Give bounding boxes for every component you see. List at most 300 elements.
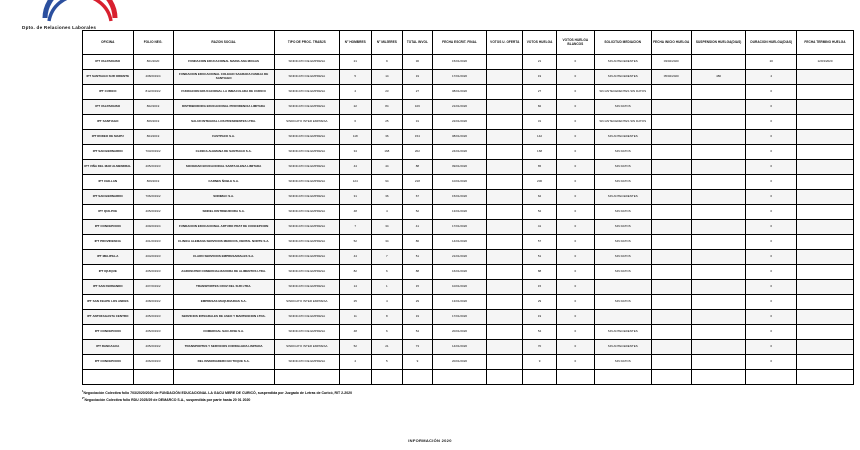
- table-cell: 54: [523, 325, 557, 340]
- table-cell: 51: [403, 250, 432, 265]
- table-cell: [797, 340, 854, 355]
- table-cell: 0: [746, 190, 797, 205]
- table-cell: 13/01/2020: [432, 205, 487, 220]
- table-cell: IPT QUILPUE: [83, 205, 134, 220]
- footnote-1-text: Negociación Colectiva folio 703/2020/2020 de FUNDACIÓN EDUCACIONAL LA GACU MERE DE CURICÓ, suspendida por Juzgado de Letras de Curicó, RIT 2-2020: [83, 391, 353, 396]
- table-row: [83, 310, 854, 325]
- table-cell: [487, 145, 523, 160]
- table-cell: [797, 175, 854, 190]
- column-header: OFICINA: [83, 31, 134, 55]
- negotiations-table: [82, 30, 854, 385]
- table-cell: 62: [523, 190, 557, 205]
- table-cell: 82: [339, 265, 371, 280]
- table-cell: [691, 190, 746, 205]
- table-cell: [403, 370, 432, 385]
- table-cell: 0: [746, 325, 797, 340]
- table-cell: SERVICIOS INTEGRALES DE ASEO Y MANTENCION LTDA.: [173, 310, 274, 325]
- table-cell: 17/01/2020: [432, 70, 487, 85]
- table-cell: [487, 280, 523, 295]
- table-cell: [487, 70, 523, 85]
- table-cell: 31: [403, 115, 432, 130]
- table-cell: [797, 370, 854, 385]
- table-cell: 0: [556, 280, 594, 295]
- table-cell: 0: [556, 250, 594, 265]
- table-cell: IPT RANCAGUA: [83, 340, 134, 355]
- table-cell: 10/01/2020: [432, 175, 487, 190]
- table-cell: 0: [746, 220, 797, 235]
- table-cell: 480: [691, 70, 746, 85]
- table-cell: [487, 250, 523, 265]
- column-header: TOTAL INVOL: [403, 31, 432, 55]
- table-cell: [487, 115, 523, 130]
- table-cell: [797, 70, 854, 85]
- logo-arc-icon: [35, 0, 125, 24]
- table-cell: SIN DATOS: [594, 250, 651, 265]
- column-header: FECHA INICIO HUELGA: [651, 31, 691, 55]
- table-cell: 21: [339, 55, 371, 70]
- table-cell: 82: [523, 100, 557, 115]
- table-cell: SINDICATO DE EMPRESA: [274, 250, 339, 265]
- table-cell: 409/2019/4: [133, 220, 173, 235]
- table-cell: 73: [403, 340, 432, 355]
- table-cell: 0: [556, 355, 594, 370]
- table-cell: TRANSPORTES CRUZ DEL SUR LTDA.: [173, 280, 274, 295]
- table-cell: EMPRESAS MAQUINARIAS S.A.: [173, 295, 274, 310]
- table-cell: 67: [403, 190, 432, 205]
- table-cell: SINDICATO INTER EMPRESA: [274, 115, 339, 130]
- table-cell: 94: [371, 175, 403, 190]
- table-cell: [651, 85, 691, 100]
- table-row: [83, 145, 854, 160]
- table-cell: [487, 100, 523, 115]
- table-cell: SINDICATO DE EMPRESA: [274, 85, 339, 100]
- table-cell: 48: [339, 205, 371, 220]
- table-cell: 21/01/2020: [432, 100, 487, 115]
- table-cell: 4: [371, 205, 403, 220]
- table-cell: 22/01/2020: [432, 115, 487, 130]
- table-cell: [797, 280, 854, 295]
- table-cell: [691, 355, 746, 370]
- table-cell: 806/2019: [133, 115, 173, 130]
- table-cell: [651, 145, 691, 160]
- table-cell: 809/2019: [133, 175, 173, 190]
- table-cell: [797, 160, 854, 175]
- table-cell: 812/2019/2: [133, 85, 173, 100]
- table-cell: 09/01/2020: [432, 160, 487, 175]
- table-cell: 0: [746, 235, 797, 250]
- table-cell: CLINICA ALEMANA DE SANTIAGO S.A.: [173, 145, 274, 160]
- table-cell: 15/01/2020: [432, 55, 487, 70]
- table-cell: [691, 340, 746, 355]
- table-cell: 10/01/2020: [432, 280, 487, 295]
- table-cell: 27: [403, 85, 432, 100]
- table-cell: SIN DATOS: [594, 205, 651, 220]
- table-cell: 106: [403, 100, 432, 115]
- table-cell: 29: [403, 295, 432, 310]
- table-cell: 30: [403, 55, 432, 70]
- table-cell: 25: [371, 115, 403, 130]
- table-cell: IPT CHILLAN: [83, 175, 134, 190]
- table-cell: [797, 145, 854, 160]
- table-head: [83, 31, 854, 55]
- table-cell: [487, 340, 523, 355]
- table-cell: [487, 190, 523, 205]
- table-cell: 51: [523, 250, 557, 265]
- table-cell: 0: [556, 325, 594, 340]
- table-row: [83, 100, 854, 115]
- table-cell: [691, 235, 746, 250]
- table-cell: FUNDACION EDUCACIONAL MARIA ANA MOGAS: [173, 55, 274, 70]
- table-cell: [691, 85, 746, 100]
- table-cell: [691, 160, 746, 175]
- table-cell: SINDICATO DE EMPRESA: [274, 175, 339, 190]
- table-cell: SODIMAC S.A.: [173, 190, 274, 205]
- table-cell: IPT CONCEPCION: [83, 355, 134, 370]
- table-cell: 20/01/2020: [432, 355, 487, 370]
- table-cell: IPT VALPARAISO: [83, 55, 134, 70]
- table-cell: [432, 370, 487, 385]
- table-row: [83, 280, 854, 295]
- table-cell: 19: [403, 310, 432, 325]
- table-cell: 12/03/2020: [797, 55, 854, 70]
- table-cell: 9: [371, 55, 403, 70]
- table-cell: 52: [339, 340, 371, 355]
- table-cell: 5: [339, 70, 371, 85]
- table-cell: 405/2019/3: [133, 325, 173, 340]
- table-cell: 0: [556, 55, 594, 70]
- table-cell: SINDICATO DE EMPRESA: [274, 145, 339, 160]
- column-header: RAZON SOCIAL: [173, 31, 274, 55]
- table-cell: CLARO SERVICIOS EMPRESARIALES S.A.: [173, 250, 274, 265]
- table-cell: [651, 370, 691, 385]
- table-cell: AGROSUPER COMERCIALIZADORA DE ALIMENTOS LTDA.: [173, 265, 274, 280]
- table-cell: 19: [523, 310, 557, 325]
- table-cell: [797, 355, 854, 370]
- table-cell: [487, 175, 523, 190]
- table-cell: [797, 85, 854, 100]
- table-cell: 0: [746, 310, 797, 325]
- table-cell: 5: [371, 355, 403, 370]
- table-cell: SINDICATO DE EMPRESA: [274, 280, 339, 295]
- table-cell: SIN ANTECEDENTES: [594, 325, 651, 340]
- table-cell: SINDICATO DE EMPRESA: [274, 130, 339, 145]
- table-cell: [487, 355, 523, 370]
- table-cell: [487, 370, 523, 385]
- table-cell: [797, 250, 854, 265]
- table-cell: 13/01/2020: [432, 295, 487, 310]
- table-cell: [691, 370, 746, 385]
- table-cell: 405/2019/2: [133, 340, 173, 355]
- table-cell: 14: [371, 70, 403, 85]
- table-cell: 15: [403, 280, 432, 295]
- table-cell: 0: [746, 100, 797, 115]
- table-cell: 52: [523, 205, 557, 220]
- table-cell: FASTPACK S.A.: [173, 130, 274, 145]
- table-cell: SINDICATO DE EMPRESA: [274, 55, 339, 70]
- table-cell: [797, 190, 854, 205]
- table-cell: [651, 280, 691, 295]
- table-cell: [797, 310, 854, 325]
- table-cell: [691, 265, 746, 280]
- column-header: SUSPENSION HUELGA(DIAS): [691, 31, 746, 55]
- table-cell: 168: [371, 145, 403, 160]
- table-cell: 20/01/2020: [432, 325, 487, 340]
- table-cell: 0: [556, 265, 594, 280]
- table-cell: SIN ANTECEDENTES: [594, 70, 651, 85]
- table-cell: [487, 55, 523, 70]
- table-cell: 17/01/2020: [432, 220, 487, 235]
- table-cell: 0: [556, 175, 594, 190]
- column-header: N° HOMBRES: [339, 31, 371, 55]
- table-cell: 142: [523, 130, 557, 145]
- table-cell: 405/2019/3: [133, 265, 173, 280]
- table-cell: 8: [371, 310, 403, 325]
- table-cell: [691, 205, 746, 220]
- table-cell: IPT SAN FERNANDO: [83, 280, 134, 295]
- table-cell: CARNES ÑUBLE S.A.: [173, 175, 274, 190]
- table-cell: SINDICATO DE EMPRESA: [274, 355, 339, 370]
- table-cell: SINDICATO DE EMPRESA: [274, 160, 339, 175]
- table-cell: IPT CONCEPCION: [83, 325, 134, 340]
- table-cell: [594, 280, 651, 295]
- table-cell: 0: [556, 205, 594, 220]
- table-cell: [523, 370, 557, 385]
- table-cell: 0: [746, 295, 797, 310]
- table-cell: [651, 295, 691, 310]
- column-header: FOLIO NEG.: [133, 31, 173, 55]
- column-header: VOTOS HUELGA BLANCOS: [556, 31, 594, 55]
- table-row: [83, 85, 854, 100]
- table-cell: FUNDACION EDUCACIONAL LA INMACULADA DE CURICO: [173, 85, 274, 100]
- table-cell: 154: [403, 130, 432, 145]
- table-cell: 0: [746, 205, 797, 220]
- table-cell: [691, 280, 746, 295]
- table-cell: 19: [523, 70, 557, 85]
- table-cell: 52: [403, 205, 432, 220]
- table-cell: IPT RODEO DE MAIPU: [83, 130, 134, 145]
- table-row: [83, 175, 854, 190]
- table-cell: IPT SAN BERNARDO: [83, 190, 134, 205]
- table-row: [83, 190, 854, 205]
- table-cell: 408/2019/4: [133, 70, 173, 85]
- table-cell: 19: [403, 70, 432, 85]
- table-cell: [651, 190, 691, 205]
- table-cell: 20: [746, 55, 797, 70]
- table-cell: 6: [339, 115, 371, 130]
- table-cell: IPT PROVIDENCIA: [83, 235, 134, 250]
- table-cell: 0: [746, 250, 797, 265]
- table-cell: 801/2020: [133, 55, 173, 70]
- table-cell: 0: [556, 100, 594, 115]
- table-cell: 34: [339, 145, 371, 160]
- table-row: [83, 235, 854, 250]
- table-cell: SINDICATO DE EMPRESA: [274, 235, 339, 250]
- table-cell: [274, 370, 339, 385]
- table-row: [83, 115, 854, 130]
- table-cell: 34: [371, 235, 403, 250]
- table-cell: 0: [746, 265, 797, 280]
- column-header: TIPO DE PROC. TRABJS: [274, 31, 339, 55]
- footnote-1: [82, 390, 854, 397]
- footnote-2: [82, 397, 854, 404]
- table-row: [83, 250, 854, 265]
- table-cell: SIN DATOS: [594, 160, 651, 175]
- table-cell: 0: [556, 310, 594, 325]
- table-row: [83, 295, 854, 310]
- table-cell: [556, 370, 594, 385]
- table-row: [83, 265, 854, 280]
- table-cell: IPT ANTOFAGASTA CENTRO: [83, 310, 134, 325]
- table-row: [83, 355, 854, 370]
- table-cell: [797, 265, 854, 280]
- table-cell: SINDICATO DE EMPRESA: [274, 205, 339, 220]
- table-cell: 21/01/2020: [432, 250, 487, 265]
- table-cell: 703/2019/2: [133, 145, 173, 160]
- footnotes: [82, 390, 854, 404]
- table-cell: 401/2019/3: [133, 235, 173, 250]
- table-cell: SIN ANTECEDENTES: [594, 130, 651, 145]
- table-cell: [487, 325, 523, 340]
- table-cell: 24/01/2020: [432, 145, 487, 160]
- table-cell: 17/01/2020: [432, 310, 487, 325]
- table-cell: 86: [403, 235, 432, 250]
- column-header: VOTOS U. OFERTA: [487, 31, 523, 55]
- table-cell: [691, 115, 746, 130]
- table-cell: IPT IQUIQUE: [83, 265, 134, 280]
- table-cell: [594, 370, 651, 385]
- page-footer: INFORMACIÓN 2020: [408, 438, 452, 443]
- table-cell: 802/2019: [133, 100, 173, 115]
- table-cell: 0: [556, 160, 594, 175]
- table-cell: 0: [746, 115, 797, 130]
- table-cell: [594, 310, 651, 325]
- column-header: SOLICITUD MEDIACION: [594, 31, 651, 55]
- report-table-container: [82, 30, 854, 385]
- table-cell: [691, 55, 746, 70]
- table-cell: [651, 325, 691, 340]
- table-cell: [691, 100, 746, 115]
- table-cell: 21: [523, 55, 557, 70]
- table-cell: SINDEL DISTRIBUIDORA S.A.: [173, 205, 274, 220]
- table-cell: 6: [371, 265, 403, 280]
- table-spacer-row: [83, 370, 854, 385]
- table-cell: SIN DATOS: [594, 145, 651, 160]
- table-cell: IPT CURICO: [83, 85, 134, 100]
- table-cell: SIN ANTECEDENTES SIN DATOS: [594, 115, 651, 130]
- table-cell: 65: [523, 160, 557, 175]
- table-cell: 27: [523, 85, 557, 100]
- table-cell: 0: [746, 355, 797, 370]
- table-cell: SIN DATOS: [594, 355, 651, 370]
- table-cell: [487, 130, 523, 145]
- table-cell: FUNDACION EDUCACIONAL COLEGIO SAGRADA FAMILIA DE SANTIAGO: [173, 70, 274, 85]
- table-cell: [651, 235, 691, 250]
- table-cell: [651, 130, 691, 145]
- document-header: [0, 0, 860, 30]
- table-cell: 0: [556, 145, 594, 160]
- table-cell: [691, 130, 746, 145]
- table-cell: 25: [339, 295, 371, 310]
- table-cell: DISTRIBUIDORA EDUCACIONAL PROVIDENCIA LIMITADA: [173, 100, 274, 115]
- table-cell: 0: [556, 340, 594, 355]
- table-cell: SINDICATO DE EMPRESA: [274, 70, 339, 85]
- table-cell: 4: [339, 355, 371, 370]
- table-cell: [797, 235, 854, 250]
- table-cell: FUNDACION EDUCACIONAL ARTURO PRAT DE CONCEPCION: [173, 220, 274, 235]
- table-cell: 9: [523, 355, 557, 370]
- footnote-1-marker: 1: [82, 390, 84, 393]
- table-cell: [651, 115, 691, 130]
- table-cell: SINDICATO DE EMPRESA: [274, 100, 339, 115]
- table-cell: 0: [746, 160, 797, 175]
- table-cell: [487, 220, 523, 235]
- table-cell: 54: [403, 325, 432, 340]
- table-cell: 44: [339, 250, 371, 265]
- department-label: Dpto. de Relaciones Laborales: [22, 25, 97, 30]
- table-cell: 0: [556, 190, 594, 205]
- table-cell: 14: [339, 280, 371, 295]
- table-cell: 15: [523, 280, 557, 295]
- table-cell: [797, 130, 854, 145]
- table-cell: 36: [371, 130, 403, 145]
- table-cell: DEL INVERNADERO EN TOQUE S.A.: [173, 355, 274, 370]
- table-cell: 15/01/2020: [432, 190, 487, 205]
- column-header: N° MUJERES: [371, 31, 403, 55]
- table-cell: [371, 370, 403, 385]
- table-cell: 88: [403, 160, 432, 175]
- table-cell: SIN DATOS: [594, 100, 651, 115]
- table-cell: 4: [746, 70, 797, 85]
- table-cell: 88: [403, 265, 432, 280]
- table-cell: 0: [556, 85, 594, 100]
- table-cell: 407/2019/2: [133, 280, 173, 295]
- table-cell: 0: [556, 115, 594, 130]
- table-cell: [691, 250, 746, 265]
- table-cell: [691, 295, 746, 310]
- table-cell: SINDICATO DE EMPRESA: [274, 325, 339, 340]
- table-cell: [651, 340, 691, 355]
- table-cell: IPT CONCEPCION: [83, 220, 134, 235]
- table-cell: [487, 235, 523, 250]
- table-cell: 0: [556, 220, 594, 235]
- table-cell: SIN DATOS: [594, 235, 651, 250]
- table-cell: 11: [339, 310, 371, 325]
- table-cell: SINDICATO DE EMPRESA: [274, 220, 339, 235]
- table-cell: [487, 85, 523, 100]
- table-cell: CLINICA ALEMANA SERVICIOS MEDICOS, DENTAL NORTE S.A.: [173, 235, 274, 250]
- table-cell: 41: [523, 220, 557, 235]
- table-cell: IPT MELIPILLA: [83, 250, 134, 265]
- table-cell: 0: [746, 130, 797, 145]
- table-cell: 70: [523, 340, 557, 355]
- table-cell: 6: [371, 325, 403, 340]
- table-cell: 16/01/2020: [432, 265, 487, 280]
- table-cell: SINDICATO DE EMPRESA: [274, 310, 339, 325]
- table-cell: [691, 310, 746, 325]
- table-cell: IPT SANTIAGO: [83, 115, 134, 130]
- table-cell: SIN DATOS: [594, 220, 651, 235]
- table-cell: SINDICATO INTER EMPRESA: [274, 340, 339, 355]
- table-row: [83, 340, 854, 355]
- table-cell: [487, 160, 523, 175]
- table-cell: 406/2019/3: [133, 355, 173, 370]
- table-cell: 118: [339, 130, 371, 145]
- table-cell: 4: [339, 85, 371, 100]
- table-cell: 31: [523, 115, 557, 130]
- table-cell: 405/2019/2: [133, 205, 173, 220]
- table-cell: [651, 160, 691, 175]
- table-cell: [651, 250, 691, 265]
